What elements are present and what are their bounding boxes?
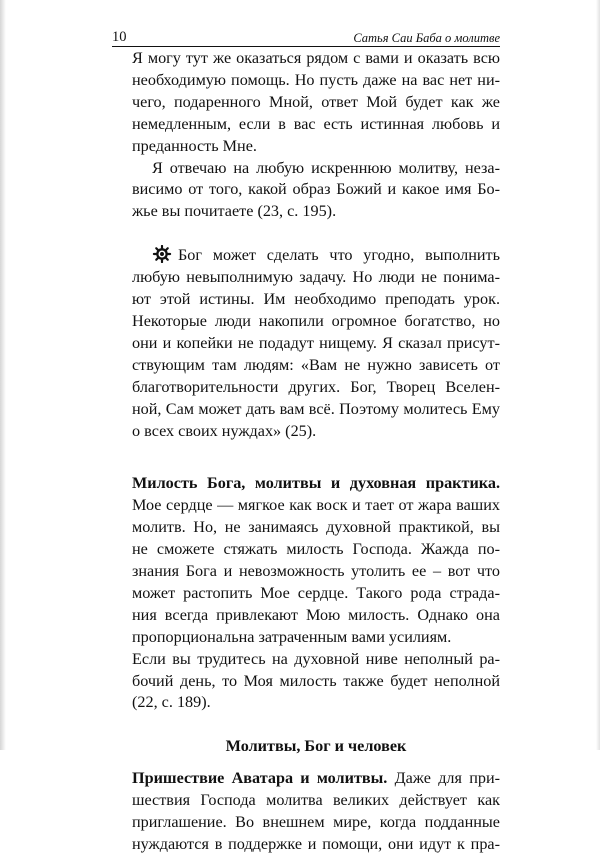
text-line: жье вы почитаете (23, с. 195). [132,202,337,221]
paragraph-1 [132,48,500,158]
running-head [112,22,500,46]
paragraph-4 [132,473,500,714]
text-line: бочий день, то Моя милость также будет неполной [132,671,500,690]
text-line-with-icon [132,245,500,267]
text-line: знания Бога и невозможность утолить ее – вот что [132,562,500,581]
text-line: может растопить Мое сердце. Такого рода страда- [132,583,500,602]
text-line: о всех своих нуждах» (25). [132,421,317,440]
page-edge-shadow-left [0,0,6,750]
page-edge-shadow-right [596,0,600,750]
text-line-with-heading [132,768,500,790]
paragraph-2 [132,158,500,224]
text-line: не сможете стяжать милость Господа. Жажда по- [132,540,500,559]
page-number: 10 [112,29,127,45]
text-line: Я могу тут же оказаться рядом с вами и оказать всю [132,49,500,67]
text-line: нуждаются в поддержке и помощи, они идут к пра- [132,835,500,853]
book-title: Сатья Саи Баба о молитве [353,31,500,45]
text-line: немедленным, если в вас есть истинная любовь и [132,114,500,133]
text-line: (22, с. 189). [132,693,211,712]
text-line: пропорциональна затраченным вами усилиям. [132,627,452,646]
text-line: молитв. Но, не занимаясь духовной практикой, вы [132,518,500,537]
text-line: Я отвечаю на любую искреннюю молитву, неза- [152,158,500,177]
sun-icon [152,245,172,263]
text-line: они и копейки не подадут нищему. Я сказал присут- [132,333,500,352]
text-line: необходимую помощь. Но пусть даже на вас нет ни- [132,70,500,89]
section-title: Молитвы, Бог и человек [225,737,407,756]
text-line: приглашение. Во внешнем мире, когда подданные [132,813,500,832]
header-rule [112,46,500,47]
paragraph-heading: Милость Бога, молитвы и духовная практика. [132,474,500,493]
text-line: Если вы трудитесь на духовной ниве неполный ра- [132,649,500,668]
text-line: Бог может сделать что угодно, выполнить [178,246,500,265]
paragraph-3 [132,245,500,442]
page-body [132,48,500,856]
text-line: преданность Мне. [132,136,257,155]
text-line: любую невыполнимую задачу. Но люди не понима- [132,268,500,287]
text-line: чего, подаренного Мной, ответ Мой будет как же [132,92,500,111]
paragraph-5 [132,768,500,856]
text-line: ствующим там людям: «Вам не нужно зависеть от [132,355,500,374]
paragraph-heading: Пришествие Аватара и молитвы. [132,769,388,788]
text-line: Некоторые люди накопили огромное богатство, но [132,311,500,330]
text-line: благотворительности других. Бог, Творец Вселен- [132,377,500,396]
text-line: Даже для при- [394,769,500,788]
text-line: ют этой истины. Им необходимо преподать урок. [132,290,500,309]
text-line: ния всегда привлекают Мою милость. Однако она [132,605,500,624]
text-line: шествия Господа молитва великих действует как [132,791,500,810]
text-line: ной, Сам может дать вам всё. Поэтому молитесь Ему [132,399,500,418]
text-line: Мое сердце — мягкое как воск и тает от жара ваших [132,496,500,515]
text-line: висимо от того, какой образ Божий и какое имя Бо- [132,180,500,199]
